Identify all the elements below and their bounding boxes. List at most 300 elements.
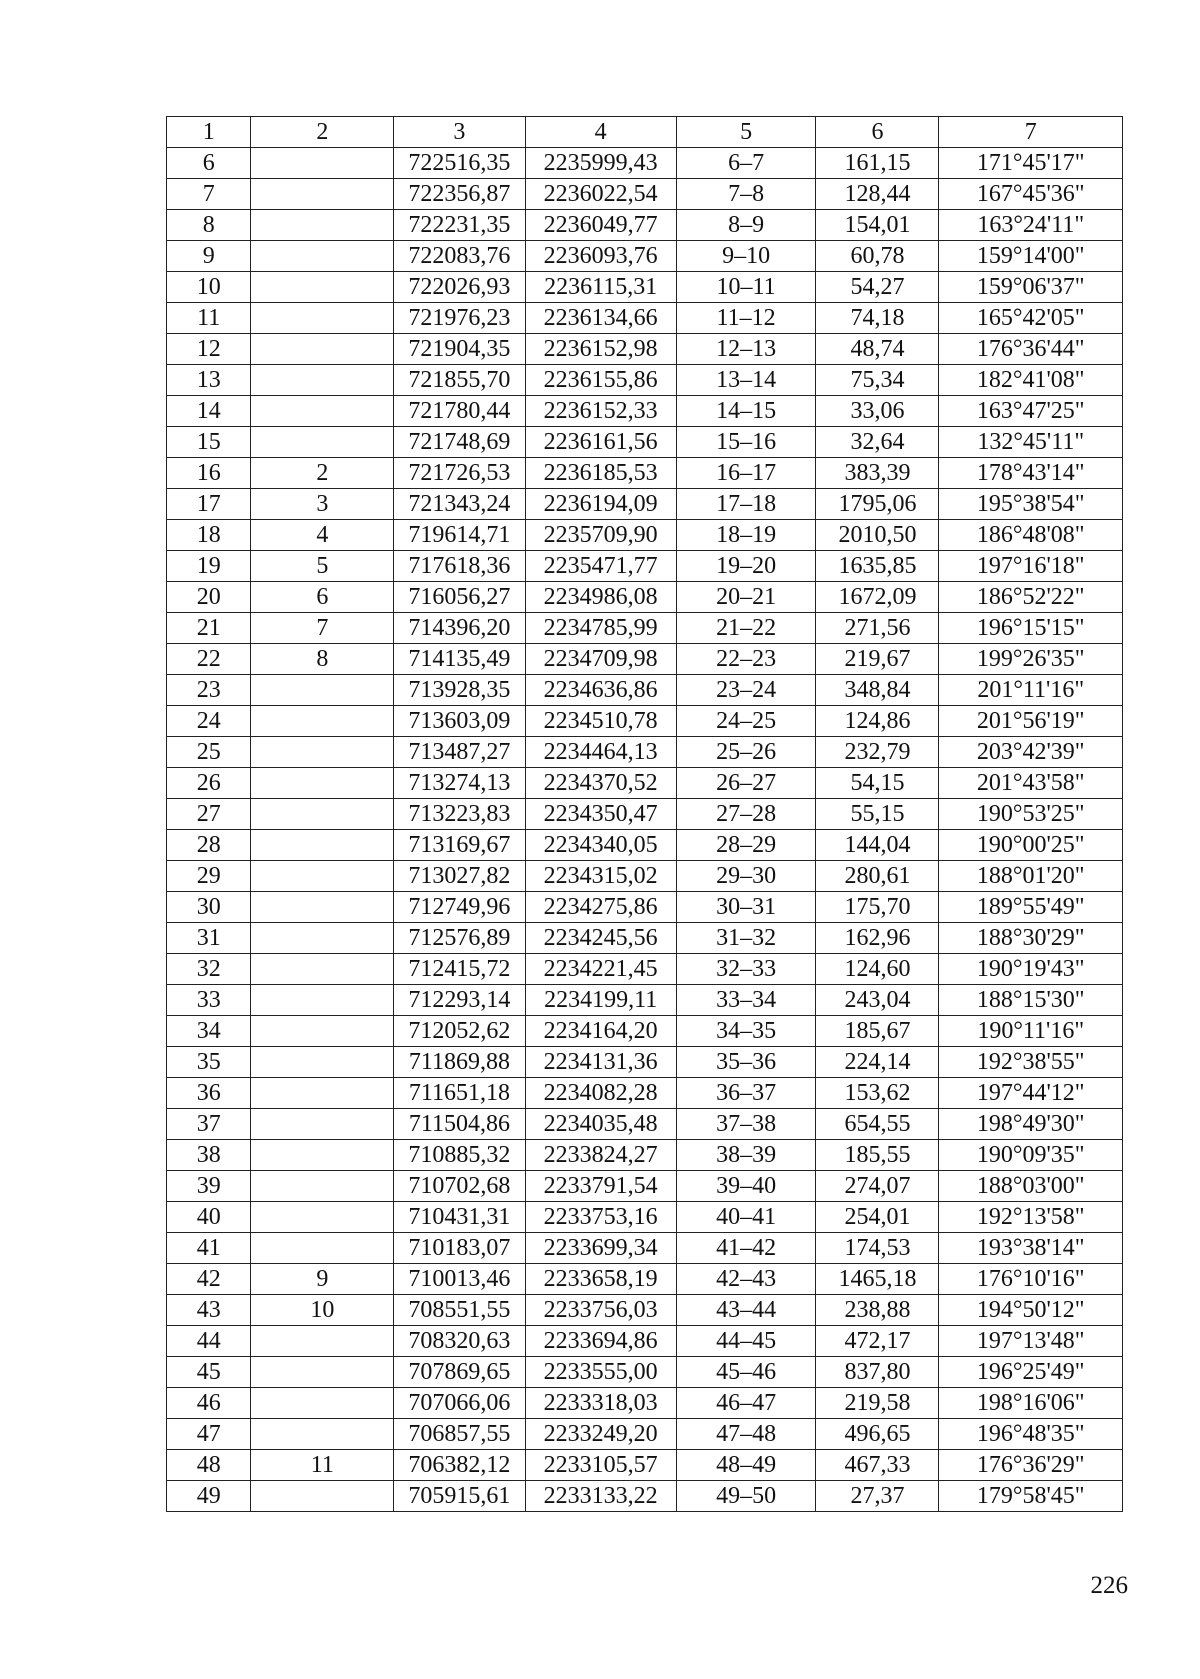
table-cell: 46: [167, 1388, 251, 1419]
table-cell: 2233105,57: [525, 1450, 676, 1481]
table-cell: 2234510,78: [525, 706, 676, 737]
table-row: [167, 1388, 1123, 1419]
table-cell: 15–16: [676, 427, 816, 458]
table-cell: 203°42'39": [939, 737, 1123, 768]
table-cell: 8: [251, 644, 394, 675]
table-cell: 194°50'12": [939, 1295, 1123, 1326]
table-cell: 2010,50: [816, 520, 939, 551]
table-row: [167, 458, 1123, 489]
table-row: [167, 613, 1123, 644]
table-cell: 496,65: [816, 1419, 939, 1450]
table-row: [167, 1357, 1123, 1388]
table-cell: 2235471,77: [525, 551, 676, 582]
table-cell: 144,04: [816, 830, 939, 861]
table-cell: [251, 799, 394, 830]
table-cell: 28: [167, 830, 251, 861]
table-cell: 10: [167, 272, 251, 303]
table-cell: 182°41'08": [939, 365, 1123, 396]
table-cell: 2234131,36: [525, 1047, 676, 1078]
table-cell: 32–33: [676, 954, 816, 985]
table-cell: [251, 706, 394, 737]
table-cell: 196°48'35": [939, 1419, 1123, 1450]
table-cell: 29–30: [676, 861, 816, 892]
table-cell: [251, 1357, 394, 1388]
table-cell: 16: [167, 458, 251, 489]
table-cell: 124,60: [816, 954, 939, 985]
table-cell: 44: [167, 1326, 251, 1357]
table-cell: [251, 985, 394, 1016]
table-row: [167, 675, 1123, 706]
table-cell: 124,86: [816, 706, 939, 737]
table-cell: 26: [167, 768, 251, 799]
table-cell: 713274,13: [394, 768, 525, 799]
table-cell: 198°16'06": [939, 1388, 1123, 1419]
table-row: [167, 1140, 1123, 1171]
table-cell: [251, 334, 394, 365]
table-cell: 49–50: [676, 1481, 816, 1512]
table-cell: 20: [167, 582, 251, 613]
table-cell: 27–28: [676, 799, 816, 830]
table-cell: [251, 179, 394, 210]
table-cell: 188°30'29": [939, 923, 1123, 954]
table-cell: 165°42'05": [939, 303, 1123, 334]
coordinates-table: [166, 116, 1123, 1512]
table-cell: 189°55'49": [939, 892, 1123, 923]
table-row: [167, 1109, 1123, 1140]
table-cell: 11: [167, 303, 251, 334]
table-cell: 722356,87: [394, 179, 525, 210]
table-cell: 25–26: [676, 737, 816, 768]
table-cell: 712293,14: [394, 985, 525, 1016]
table-cell: 48: [167, 1450, 251, 1481]
table-cell: 2234221,45: [525, 954, 676, 985]
table-cell: 31–32: [676, 923, 816, 954]
table-cell: 2234275,86: [525, 892, 676, 923]
table-cell: 75,34: [816, 365, 939, 396]
table-cell: 2234340,05: [525, 830, 676, 861]
table-cell: 713487,27: [394, 737, 525, 768]
table-cell: 10: [251, 1295, 394, 1326]
table-cell: 713027,82: [394, 861, 525, 892]
column-header: 1: [167, 117, 251, 148]
table-cell: 55,15: [816, 799, 939, 830]
table-cell: 44–45: [676, 1326, 816, 1357]
table-cell: [251, 1233, 394, 1264]
table-row: [167, 1016, 1123, 1047]
table-cell: 128,44: [816, 179, 939, 210]
table-cell: 196°15'15": [939, 613, 1123, 644]
table-cell: 712052,62: [394, 1016, 525, 1047]
table-cell: 38–39: [676, 1140, 816, 1171]
table-cell: 190°19'43": [939, 954, 1123, 985]
table-cell: 48,74: [816, 334, 939, 365]
table-row: [167, 799, 1123, 830]
table-cell: 37–38: [676, 1109, 816, 1140]
table-cell: 1635,85: [816, 551, 939, 582]
table-row: [167, 985, 1123, 1016]
table-cell: [251, 1202, 394, 1233]
table-row: [167, 768, 1123, 799]
table-cell: 154,01: [816, 210, 939, 241]
table-cell: 24–25: [676, 706, 816, 737]
header-row: [167, 117, 1123, 148]
table-cell: 175,70: [816, 892, 939, 923]
table-cell: 38: [167, 1140, 251, 1171]
table-cell: 31: [167, 923, 251, 954]
table-cell: 11–12: [676, 303, 816, 334]
table-cell: 254,01: [816, 1202, 939, 1233]
table-cell: [251, 1171, 394, 1202]
table-cell: 178°43'14": [939, 458, 1123, 489]
table-cell: 2233824,27: [525, 1140, 676, 1171]
table-cell: 23–24: [676, 675, 816, 706]
table-cell: 2233694,86: [525, 1326, 676, 1357]
table-cell: 201°56'19": [939, 706, 1123, 737]
table-cell: [251, 1109, 394, 1140]
table-cell: 2234709,98: [525, 644, 676, 675]
table-cell: [251, 1047, 394, 1078]
table-row: [167, 365, 1123, 396]
table-cell: 201°11'16": [939, 675, 1123, 706]
table-cell: 17–18: [676, 489, 816, 520]
table-cell: [251, 1419, 394, 1450]
table-cell: 722231,35: [394, 210, 525, 241]
table-cell: 711869,88: [394, 1047, 525, 1078]
table-cell: 232,79: [816, 737, 939, 768]
table-cell: 29: [167, 861, 251, 892]
table-cell: 159°14'00": [939, 241, 1123, 272]
table-cell: 174,53: [816, 1233, 939, 1264]
table-cell: 243,04: [816, 985, 939, 1016]
table-cell: 721343,24: [394, 489, 525, 520]
column-header: 7: [939, 117, 1123, 148]
table-cell: 2236152,33: [525, 396, 676, 427]
table-cell: 712576,89: [394, 923, 525, 954]
table-cell: 186°52'22": [939, 582, 1123, 613]
column-header: 4: [525, 117, 676, 148]
table-cell: 198°49'30": [939, 1109, 1123, 1140]
table-cell: 707869,65: [394, 1357, 525, 1388]
table-cell: 12–13: [676, 334, 816, 365]
table-cell: 10–11: [676, 272, 816, 303]
table-row: [167, 582, 1123, 613]
table-cell: [251, 210, 394, 241]
table-cell: 196°25'49": [939, 1357, 1123, 1388]
table-row: [167, 1450, 1123, 1481]
table-cell: 2234245,56: [525, 923, 676, 954]
table-row: [167, 1419, 1123, 1450]
table-cell: 6: [167, 148, 251, 179]
table-cell: 39–40: [676, 1171, 816, 1202]
table-cell: 162,96: [816, 923, 939, 954]
table-row: [167, 861, 1123, 892]
table-cell: [251, 675, 394, 706]
table-cell: 54,27: [816, 272, 939, 303]
table-cell: 721904,35: [394, 334, 525, 365]
table-cell: 274,07: [816, 1171, 939, 1202]
table-cell: 1465,18: [816, 1264, 939, 1295]
table-cell: 710702,68: [394, 1171, 525, 1202]
table-cell: 2234350,47: [525, 799, 676, 830]
table-row: [167, 644, 1123, 675]
table-cell: [251, 1078, 394, 1109]
table-cell: 224,14: [816, 1047, 939, 1078]
table-row: [167, 303, 1123, 334]
table-cell: 185,67: [816, 1016, 939, 1047]
table-cell: [251, 1388, 394, 1419]
table-cell: 8–9: [676, 210, 816, 241]
table-cell: 722516,35: [394, 148, 525, 179]
table-cell: 201°43'58": [939, 768, 1123, 799]
table-cell: [251, 1481, 394, 1512]
table-body: [167, 148, 1123, 1512]
table-cell: 2233791,54: [525, 1171, 676, 1202]
table-row: [167, 892, 1123, 923]
table-cell: 2233699,34: [525, 1233, 676, 1264]
table-cell: 33,06: [816, 396, 939, 427]
table-cell: 721976,23: [394, 303, 525, 334]
table-cell: 2236185,53: [525, 458, 676, 489]
table-cell: 472,17: [816, 1326, 939, 1357]
table-cell: 710013,46: [394, 1264, 525, 1295]
table-cell: 192°13'58": [939, 1202, 1123, 1233]
table-cell: [251, 737, 394, 768]
table-row: [167, 737, 1123, 768]
table-cell: 2233753,16: [525, 1202, 676, 1233]
table-cell: 39: [167, 1171, 251, 1202]
table-cell: 22–23: [676, 644, 816, 675]
table-cell: 2236093,76: [525, 241, 676, 272]
table-row: [167, 1264, 1123, 1295]
table-cell: 713169,67: [394, 830, 525, 861]
table-cell: 2233133,22: [525, 1481, 676, 1512]
table-cell: 22: [167, 644, 251, 675]
table-cell: 6–7: [676, 148, 816, 179]
table-row: [167, 830, 1123, 861]
table-cell: 2234785,99: [525, 613, 676, 644]
table-cell: 132°45'11": [939, 427, 1123, 458]
table-cell: 2233756,03: [525, 1295, 676, 1326]
table-cell: 32: [167, 954, 251, 985]
table-cell: [251, 241, 394, 272]
table-cell: 47–48: [676, 1419, 816, 1450]
table-cell: 719614,71: [394, 520, 525, 551]
table-row: [167, 148, 1123, 179]
table-cell: 28–29: [676, 830, 816, 861]
table-row: [167, 551, 1123, 582]
table-cell: 45: [167, 1357, 251, 1388]
table-cell: 721780,44: [394, 396, 525, 427]
table-cell: 2233318,03: [525, 1388, 676, 1419]
table-cell: 705915,61: [394, 1481, 525, 1512]
table-cell: 2233658,19: [525, 1264, 676, 1295]
table-cell: 176°10'16": [939, 1264, 1123, 1295]
table-cell: 153,62: [816, 1078, 939, 1109]
table-cell: 706857,55: [394, 1419, 525, 1450]
table-cell: 708320,63: [394, 1326, 525, 1357]
table-row: [167, 272, 1123, 303]
table-cell: 30–31: [676, 892, 816, 923]
table-cell: 714135,49: [394, 644, 525, 675]
table-cell: 710431,31: [394, 1202, 525, 1233]
table-cell: 654,55: [816, 1109, 939, 1140]
table-cell: 17: [167, 489, 251, 520]
table-cell: 713223,83: [394, 799, 525, 830]
table-cell: 9: [167, 241, 251, 272]
table-cell: 13–14: [676, 365, 816, 396]
table-cell: 2234370,52: [525, 768, 676, 799]
table-cell: 271,56: [816, 613, 939, 644]
table-cell: 21–22: [676, 613, 816, 644]
table-cell: 1795,06: [816, 489, 939, 520]
table-cell: 9: [251, 1264, 394, 1295]
table-cell: 159°06'37": [939, 272, 1123, 303]
table-cell: 197°16'18": [939, 551, 1123, 582]
table-cell: 3: [251, 489, 394, 520]
table-cell: 712415,72: [394, 954, 525, 985]
table-row: [167, 210, 1123, 241]
table-cell: 2: [251, 458, 394, 489]
table-cell: 34–35: [676, 1016, 816, 1047]
column-header: 3: [394, 117, 525, 148]
table-cell: 9–10: [676, 241, 816, 272]
table-cell: 6: [251, 582, 394, 613]
table-cell: 33–34: [676, 985, 816, 1016]
table-cell: 4: [251, 520, 394, 551]
table-cell: 15: [167, 427, 251, 458]
table-cell: [251, 272, 394, 303]
table-cell: 2234199,11: [525, 985, 676, 1016]
table-cell: 20–21: [676, 582, 816, 613]
table-cell: 195°38'54": [939, 489, 1123, 520]
table-cell: 35: [167, 1047, 251, 1078]
table-cell: 722026,93: [394, 272, 525, 303]
table-cell: 25: [167, 737, 251, 768]
table-cell: 238,88: [816, 1295, 939, 1326]
table-cell: 711504,86: [394, 1109, 525, 1140]
page-number: 226: [1090, 1572, 1128, 1599]
table-cell: 199°26'35": [939, 644, 1123, 675]
table-cell: 190°09'35": [939, 1140, 1123, 1171]
table-cell: 710885,32: [394, 1140, 525, 1171]
table-cell: 2234636,86: [525, 675, 676, 706]
table-cell: 2236155,86: [525, 365, 676, 396]
table-cell: 161,15: [816, 148, 939, 179]
table-cell: 2235999,43: [525, 148, 676, 179]
table-cell: [251, 303, 394, 334]
table-cell: 837,80: [816, 1357, 939, 1388]
table-cell: 46–47: [676, 1388, 816, 1419]
table-cell: 721726,53: [394, 458, 525, 489]
table-row: [167, 1295, 1123, 1326]
table-row: [167, 923, 1123, 954]
table-cell: 716056,27: [394, 582, 525, 613]
table-cell: 19–20: [676, 551, 816, 582]
table-cell: [251, 396, 394, 427]
table-cell: 5: [251, 551, 394, 582]
table-cell: 36: [167, 1078, 251, 1109]
table-cell: 2236194,09: [525, 489, 676, 520]
table-cell: 47: [167, 1419, 251, 1450]
table-cell: 30: [167, 892, 251, 923]
table-cell: 2234315,02: [525, 861, 676, 892]
table-cell: 33: [167, 985, 251, 1016]
table-cell: [251, 365, 394, 396]
table-cell: 35–36: [676, 1047, 816, 1078]
table-cell: 219,58: [816, 1388, 939, 1419]
table-cell: 74,18: [816, 303, 939, 334]
table-row: [167, 179, 1123, 210]
table-cell: [251, 1140, 394, 1171]
table-cell: 219,67: [816, 644, 939, 675]
table-cell: 190°53'25": [939, 799, 1123, 830]
table-row: [167, 1202, 1123, 1233]
table-cell: 2234082,28: [525, 1078, 676, 1109]
table-cell: 16–17: [676, 458, 816, 489]
table-cell: 18: [167, 520, 251, 551]
table-cell: 2234035,48: [525, 1109, 676, 1140]
table-cell: 280,61: [816, 861, 939, 892]
table-cell: 713928,35: [394, 675, 525, 706]
table-cell: 12: [167, 334, 251, 365]
table-cell: 192°38'55": [939, 1047, 1123, 1078]
column-header: 2: [251, 117, 394, 148]
table-cell: 21: [167, 613, 251, 644]
table-cell: 707066,06: [394, 1388, 525, 1419]
table-cell: 7: [251, 613, 394, 644]
table-cell: 8: [167, 210, 251, 241]
table-cell: 197°13'48": [939, 1326, 1123, 1357]
table-cell: 2236152,98: [525, 334, 676, 365]
table-cell: 27: [167, 799, 251, 830]
table-cell: 42: [167, 1264, 251, 1295]
table-cell: 708551,55: [394, 1295, 525, 1326]
table-row: [167, 334, 1123, 365]
table-row: [167, 1171, 1123, 1202]
table-cell: 34: [167, 1016, 251, 1047]
table-cell: 179°58'45": [939, 1481, 1123, 1512]
table-cell: 185,55: [816, 1140, 939, 1171]
table-cell: 7–8: [676, 179, 816, 210]
table-cell: 176°36'29": [939, 1450, 1123, 1481]
table-cell: 42–43: [676, 1264, 816, 1295]
table-row: [167, 1047, 1123, 1078]
table-cell: 714396,20: [394, 613, 525, 644]
table-cell: 2236049,77: [525, 210, 676, 241]
column-header: 6: [816, 117, 939, 148]
table-cell: 1672,09: [816, 582, 939, 613]
table-cell: 190°11'16": [939, 1016, 1123, 1047]
table-cell: 163°47'25": [939, 396, 1123, 427]
table-cell: 710183,07: [394, 1233, 525, 1264]
table-cell: 2236022,54: [525, 179, 676, 210]
table-cell: 186°48'08": [939, 520, 1123, 551]
table-cell: [251, 1016, 394, 1047]
table-cell: 48–49: [676, 1450, 816, 1481]
table-cell: [251, 427, 394, 458]
table-row: [167, 1078, 1123, 1109]
table-cell: 45–46: [676, 1357, 816, 1388]
table-cell: 23: [167, 675, 251, 706]
table-cell: 722083,76: [394, 241, 525, 272]
table-cell: 706382,12: [394, 1450, 525, 1481]
table-cell: 197°44'12": [939, 1078, 1123, 1109]
column-header: 5: [676, 117, 816, 148]
table-cell: [251, 830, 394, 861]
table-cell: 171°45'17": [939, 148, 1123, 179]
table-row: [167, 1326, 1123, 1357]
table-cell: 40–41: [676, 1202, 816, 1233]
